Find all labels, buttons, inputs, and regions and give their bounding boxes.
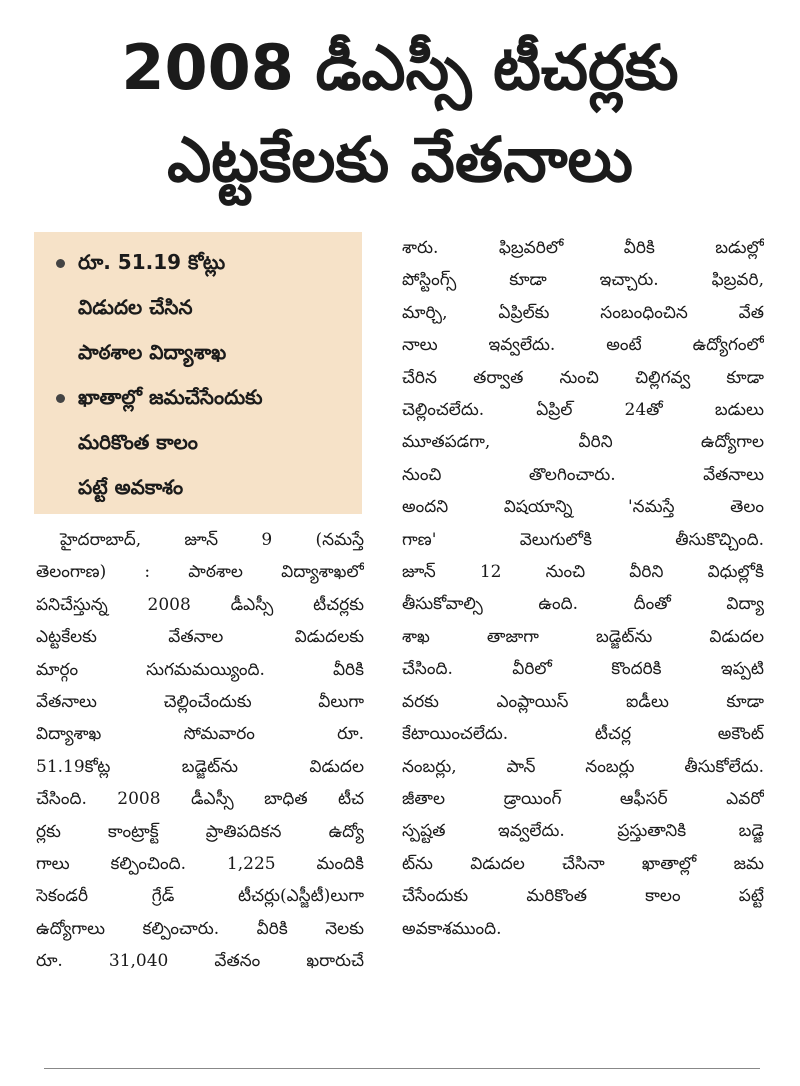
article-line: అవకాశముంది. [402, 918, 502, 939]
article-line: శాఖ తాజాగా బడ్జెట్‌ను విడుదల [402, 626, 764, 647]
article-line: పనిచేస్తున్న 2008 డీఎస్సీ టీచర్లకు [36, 594, 364, 615]
article-line: నంబర్లు, పాన్ నంబర్లు తీసుకోలేదు. [402, 756, 764, 777]
article-line: శారు. ఫిబ్రవరిలో వీరికి బడుల్లో [402, 238, 764, 258]
article-line: నాలు ఇవ్వలేదు. అంటే ఉద్యోగంలో [402, 335, 764, 356]
article-line: జీతాల డ్రాయింగ్ ఆఫీసర్ ఎవరో [402, 788, 764, 809]
article-line: గాలు కల్పించింది. 1,225 మందికి [36, 854, 364, 875]
highlight-line: రూ. 51.19 కోట్లు [78, 250, 226, 274]
article-line: తెలంగాణ) : పాఠశాల విద్యాశాఖలో [36, 562, 364, 583]
article-line: విద్యాశాఖ సోమవారం రూ. [36, 724, 364, 745]
article-line: నుంచి తొలగించారు. వేతనాలు [402, 464, 764, 485]
headline [0, 22, 800, 206]
article-line: సెకండరీ గ్రేడ్ టీచర్లు(ఎస్జీటీ)లుగా [36, 886, 364, 907]
article-line: చేసింది. వీరిలో కొందరికి ఇప్పటి [402, 659, 764, 680]
article-line: ఉద్యోగాలు కల్పించారు. వీరికి నెలకు [36, 918, 364, 939]
highlight-line: విడుదల చేసిన [78, 295, 193, 319]
highlight-item [56, 375, 354, 510]
article-line: చేసేందుకు మరికొంత కాలం పట్టే [402, 886, 764, 907]
article-line: ర్లకు కాంట్రాక్ట్ ప్రాతిపదికన ఉద్యో [36, 821, 364, 842]
article-line: గాణ' వెలుగులోకి తీసుకొచ్చింది. [402, 529, 764, 550]
article-line: తీసుకోవాల్సి ఉంది. దీంతో విద్యా [402, 594, 764, 615]
article-column-left [36, 524, 364, 978]
article-line: పోస్టింగ్స్ కూడా ఇచ్చారు. ఫిబ్రవరి, [402, 270, 764, 291]
article-line: ట్‌ను విడుదల చేసినా ఖాతాల్లో జమ [402, 853, 764, 874]
bullet-icon [56, 394, 65, 403]
article-line: మార్గం సుగమమయ్యింది. వీరికి [36, 659, 364, 680]
headline-line-2: ఎట్టకేలకు వేతనాలు [167, 123, 633, 196]
bottom-divider [44, 1068, 760, 1069]
article-line: చేరిన తర్వాత నుంచి చిల్లిగవ్వ కూడా [402, 367, 764, 388]
article-line: వేతనాలు చెల్లించేందుకు వీలుగా [36, 692, 364, 713]
highlight-line: ఖాతాల్లో జమచేసేందుకు [78, 385, 263, 409]
article-line: స్పష్టత ఇవ్వలేదు. ప్రస్తుతానికి బడ్జె [402, 821, 764, 842]
article-line: వరకు ఎంప్లాయిస్ ఐడీలు కూడా [402, 691, 764, 712]
article-line: కేటాయించలేదు. టీచర్ల అకౌంట్ [402, 724, 764, 745]
article-line: మార్చి, ఏప్రిల్‌కు సంబంధించిన వేత [402, 302, 764, 323]
article-line: చెల్లించలేదు. ఏప్రిల్ 24తో బడులు [402, 400, 764, 421]
bullet-icon [56, 259, 65, 268]
article-column-right [402, 232, 764, 945]
highlights-box [34, 232, 362, 514]
headline-line-1: 2008 డీఎస్సీ టీచర్లకు [121, 31, 679, 104]
article-line: హైదరాబాద్, జూన్ 9 (నమస్తే [60, 530, 364, 550]
article-line: రూ. 31,040 వేతనం ఖరారుచే [36, 951, 364, 972]
article-line: అందని విషయాన్ని 'నమస్తే తెలం [402, 497, 764, 518]
article-line: చేసింది. 2008 డీఎస్సీ బాధిత టీచ [36, 789, 364, 810]
highlight-line: పాఠశాల విద్యాశాఖ [78, 340, 227, 364]
highlight-line: పట్టే అవకాశం [78, 475, 184, 499]
article-line: 51.19కోట్ల బడ్జెట్‌ను విడుదల [36, 756, 364, 777]
highlight-line: మరికొంత కాలం [78, 430, 198, 454]
highlight-item [56, 240, 354, 375]
article-line: ఎట్టకేలకు వేతనాల విడుదలకు [36, 627, 364, 648]
article-line: జూన్ 12 నుంచి వీరిని విధుల్లోకి [402, 562, 764, 583]
article-line: మూతపడగా, వీరిని ఉద్యోగాల [402, 432, 764, 453]
